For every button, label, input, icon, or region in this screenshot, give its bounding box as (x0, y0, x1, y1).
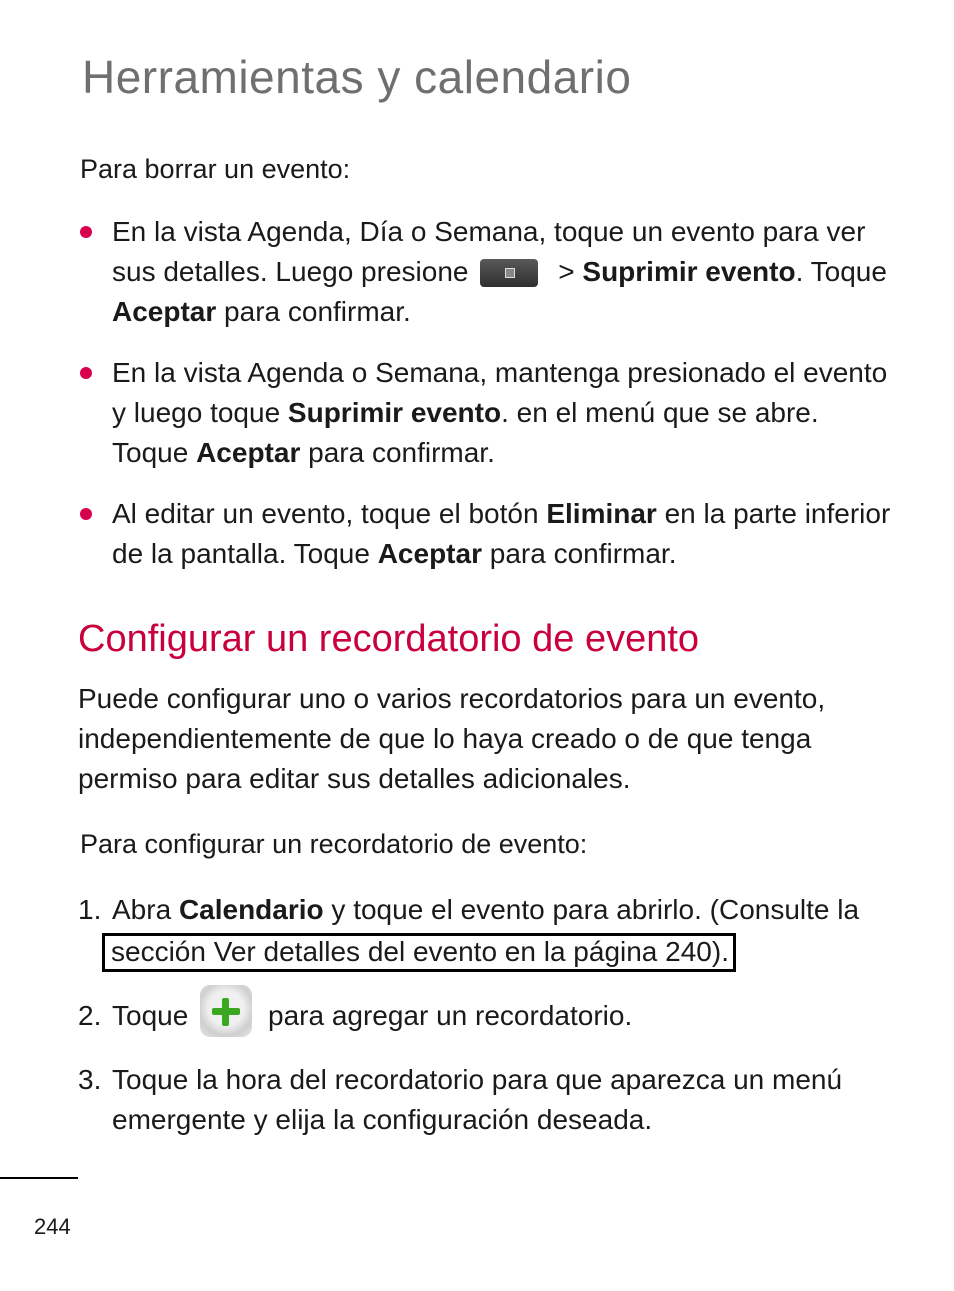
step-1-text: Abra Calendario y toque el evento para abrirlo. (Consulte la (112, 894, 860, 925)
bullet-marker (80, 226, 92, 238)
footer-divider (0, 1177, 78, 1179)
step-number: 2. (78, 1000, 102, 1031)
reminder-section-title: Configurar un recordatorio de evento (78, 618, 700, 660)
bullet-marker (80, 367, 92, 379)
step-number: 1. (78, 894, 102, 925)
step-2-text-a: Toque (112, 1000, 189, 1031)
page-number: 244 (34, 1214, 71, 1239)
reminder-subheading: Para configurar un recordatorio de evento: (80, 829, 588, 859)
page-reference-link[interactable]: sección Ver detalles del evento en la página 240). (102, 933, 736, 972)
delete-bullet-1: En la vista Agenda, Día o Semana, toque un evento para ver sus detalles. Luego presione > Suprimir evento. Toque Aceptar para confirmar. (112, 216, 887, 327)
step-2-text-b: para agregar un recordatorio. (268, 1000, 633, 1031)
step-1-reference (112, 932, 902, 972)
menu-key-icon (480, 259, 538, 287)
reminder-intro: Puede configurar uno o varios recordatorios para un evento, independientemente de que lo haya creado o de que tenga permiso para editar sus detalles adicionales. (78, 683, 826, 794)
delete-event-subheading: Para borrar un evento: (80, 154, 351, 184)
bullet-marker (80, 508, 92, 520)
step-3-text: Toque la hora del recordatorio para que aparezca un menú emergente y elija la configuración deseada. (112, 1064, 843, 1135)
chapter-title: Herramientas y calendario (82, 51, 632, 103)
step-number: 3. (78, 1064, 102, 1095)
add-reminder-icon (200, 985, 252, 1037)
delete-bullet-3: Al editar un evento, toque el botón Eliminar en la parte inferior de la pantalla. Toque Aceptar para confirmar. (112, 498, 891, 569)
delete-bullet-2: En la vista Agenda o Semana, mantenga presionado el evento y luego toque Suprimir evento. en el menú que se abre. Toque Aceptar para confirmar. (112, 357, 888, 468)
